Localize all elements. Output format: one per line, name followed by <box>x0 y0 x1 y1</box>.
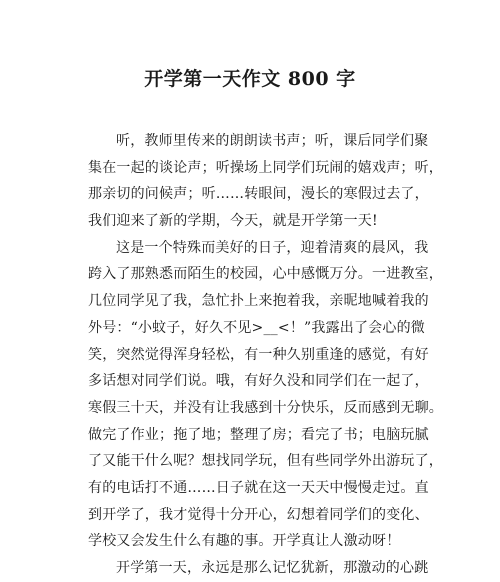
paragraph-line: 听，教师里传来的朗朗读书声；听，课后同学们聚 <box>116 133 429 149</box>
paragraph-line: 几位同学见了我，急忙扑上来抱着我，亲昵地喊着我的 <box>88 293 429 310</box>
paragraph-line: 集在一起的谈论声；听操场上同学们玩闹的嬉戏声；听， <box>88 159 443 176</box>
paragraph-line: 寒假三十天，并没有让我感到十分快乐，反而感到无聊。 <box>88 399 443 416</box>
paragraph-line: 多话想对同学们说。哦，有好久没和同学们在一起了， <box>88 373 429 390</box>
paragraph-line: 这是一个特殊而美好的日子，迎着清爽的晨风，我 <box>116 239 429 256</box>
document-title: 开学第一天作文 800 字 <box>144 68 356 90</box>
paragraph-line: 那亲切的问候声；听……转眼间，漫长的寒假过去了， <box>88 186 429 203</box>
paragraph-line: 学校又会发生什么有趣的事。开学真让人激动呀！ <box>88 533 401 550</box>
paragraph-line: 到开学了，我才觉得十分开心，幻想着同学们的变化、 <box>88 506 429 523</box>
paragraph-line: 开学第一天，永远是那么记忆犹新，那激动的心跳 <box>116 560 429 576</box>
paragraph-line: 我们迎来了新的学期，今天，就是开学第一天! <box>88 213 378 230</box>
paragraph-line: 笑，突然觉得浑身轻松，有一种久别重逢的感觉，有好 <box>88 346 429 363</box>
document-body <box>88 128 443 582</box>
paragraph-line: 做完了作业；拖了地；整理了房；看完了书；电脑玩腻 <box>88 426 429 443</box>
paragraph-line: 跨入了那熟悉而陌生的校园，心中感慨万分。一进教室， <box>88 266 443 283</box>
paragraph-line: 外号：“小蚊子，好久不见>__<！”我露出了会心的微 <box>88 319 425 336</box>
paragraph-line: 有的电话打不通……日子就在这一天天中慢慢走过。直 <box>88 479 429 496</box>
paragraph-line: 了又能干什么呢？想找同学玩，但有些同学外出游玩了， <box>88 453 443 470</box>
